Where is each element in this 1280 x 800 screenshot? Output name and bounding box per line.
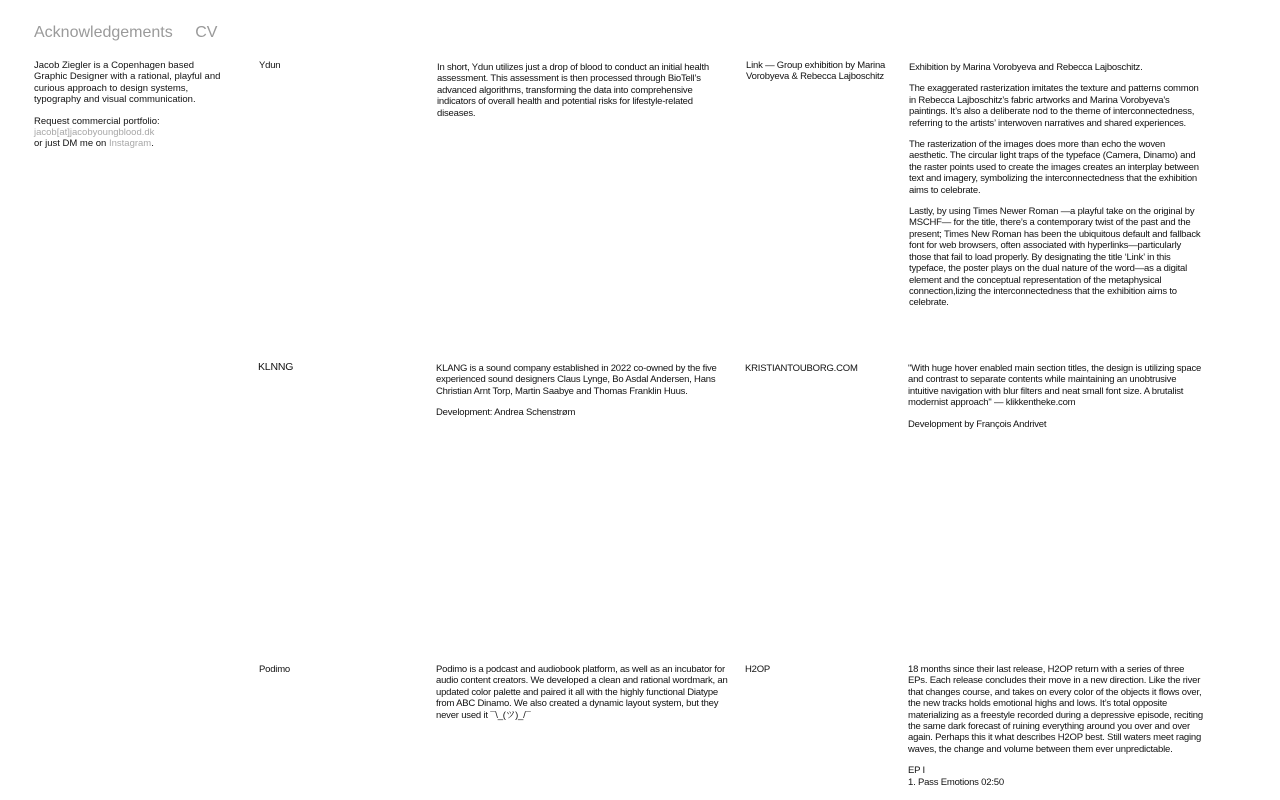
track-item[interactable]: 1. Pass Emotions 02:50 [908,776,1004,788]
nav-acknowledgements-link[interactable]: Acknowledgements [34,24,173,41]
project-desc-paragraph: Lastly, by using Times Newer Roman —a playful take on the original by MSCHF— for the title, there’s a contemporary twist of the past and the present; Times New Roman has been the ubiquitous default and fallback font for web browsers, often associated with hyperlinks—particularly those that fail to load properly. By designating the title ‘Link’ in this typeface, the poster plays on the dual nature of the word—as a digital element and the conceptual representation of the metaphysical connection,lizing the interconnectedness that the exhibition aims to celebrate. [909,206,1201,309]
project-desc-paragraph: Exhibition by Marina Vorobyeva and Rebecca Lajboschitz. [909,62,1143,73]
project-title-link[interactable]: Link — Group exhibition by Marina Vorobyeva & Rebecca Lajboschitz [746,60,886,83]
dm-prefix: or just DM me on [34,138,109,150]
project-desc-paragraph: 18 months since their last release, H2OP return with a series of three EPs. Each release concludes their move in a new direction. Like the river that changes course, and takes on every color of the objects it flows over, the new tracks holds emotional highs and lows. It’s total opposite materializing as a freestyle recorded during a depressive episode, reciting the same dark forecast of ruining everything around you over and over again. Perhaps this it what describes H2OP best. Still waters meet raging waves, the change and volume between them ever unpredictable. [908,664,1203,755]
project-desc-klang [436,363,726,429]
ep-label: EP I [908,765,925,777]
project-title-ydun[interactable]: Ydun [259,60,281,71]
project-desc-paragraph: KLANG is a sound company established in 2022 co-owned by the five experienced sound designers Claus Lynge, Bo Asdal Andersen, Hans Christian Arnt Torp, Martin Saabye and Thomas Franklin Huus. [436,363,717,397]
top-nav [34,24,235,42]
intro-section [34,60,224,150]
dm-line [34,138,224,149]
project-desc-h2op [908,664,1204,788]
project-desc-paragraph: Development by François Andrivet [908,418,1047,430]
bio-text: Jacob Ziegler is a Copenhagen based Graphic Designer with a rational, playful and curious approach to design systems, typography and visual communication. [34,60,221,106]
dm-suffix: . [151,138,154,150]
project-desc-paragraph: Development: Andrea Schenstrøm [436,407,576,419]
project-desc-link [909,62,1204,319]
project-desc-paragraph: In short, Ydun utilizes just a drop of blood to conduct an initial health assessment. This assessment is then processed through BioTell’s advanced algorithms, transforming the data into comprehensive indicators of overall health and potential risks for lifestyle-related diseases. [437,62,709,119]
project-desc-kristiantouborg [908,363,1203,440]
project-desc-paragraph: Podimo is a podcast and audiobook platform, as well as an incubator for audio content creators. We developed a clean and rational wordmark, an updated color palette and paired it all with the highly functional Diatype from ABC Dinamo. We also created a dynamic layout system, but they never used it ¯\_(ツ)_/¯ [436,664,728,721]
project-title-podimo[interactable]: Podimo [259,664,291,675]
project-desc-podimo [436,664,728,731]
request-label: Request commercial portfolio: [34,115,160,127]
project-desc-ydun [437,62,722,129]
project-title-h2op[interactable]: H2OP [745,664,771,675]
project-title-klang[interactable]: KLNNG [258,361,294,373]
project-desc-paragraph: The exaggerated rasterization imitates the texture and patterns common in Rebecca Lajboschitz’s fabric artworks and Marina Vorobyeva’s paintings. It’s also a deliberate nod to the theme of interconnectedness, referring to the artists’ interwoven narratives and shared experiences. [909,83,1199,129]
email-link[interactable]: jacob[at]jacobyoungblood.dk [34,127,155,139]
instagram-link[interactable]: Instagram [108,138,152,150]
project-desc-paragraph: The rasterization of the images does more than echo the woven aesthetic. The circular light traps of the typeface (Camera, Dinamo) and the raster points used to create the images creates an interplay between text and imagery, symbolizing the interconnectedness that the exhibition aims to celebrate. [909,139,1199,196]
project-desc-paragraph: "With huge hover enabled main section titles, the design is utilizing space and contrast to separate contents while maintaining an unobtrusive intuitive navigation with blur filters and neat small font size. A brutalist modernist approach" — klikkentheke.com [908,363,1202,409]
nav-cv-link[interactable]: CV [195,24,218,41]
project-title-kristiantouborg[interactable]: KRISTIANTOUBORG.COM [745,363,858,374]
